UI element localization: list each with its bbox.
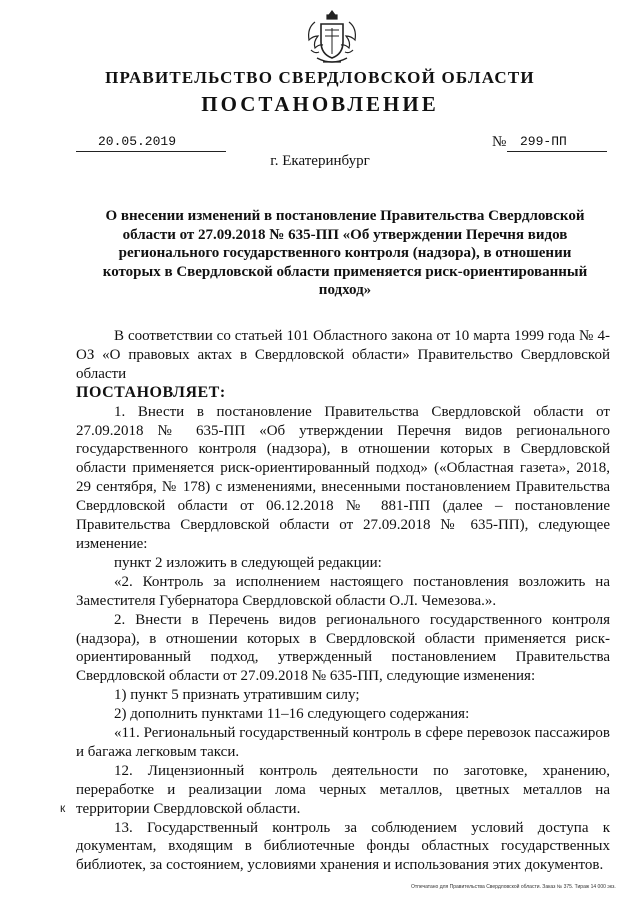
- government-name: ПРАВИТЕЛЬСТВО СВЕРДЛОВСКОЙ ОБЛАСТИ: [105, 68, 535, 87]
- paragraph-5: 1) пункт 5 признать утратившим силу;: [114, 687, 360, 704]
- paragraph-2: пункт 2 изложить в следующей редакции:: [114, 554, 382, 571]
- document-date: 20.05.2019: [76, 134, 226, 152]
- coat-of-arms-icon: [301, 8, 363, 70]
- paragraph-7: «11. Региональный государственный контроль в сфере перевозок пассажиров и багажа легковым такси.: [76, 725, 610, 760]
- paragraph-1: 1. Внести в постановление Правительства Свердловской области от 27.09.2018 № 635-ПП «Об утверждении Перечня видов регионального государственного контроля (надзора), в отношении которых в Свердловской области применяется риск-ориентированный подход» («Областная газета», 2018, 29 сентября, № 178) с изменениями, внесенными постановлением Правительства Свердловской области от 06.12.2018 № 881-ПП (далее – постановление Правительства Свердловской области от 27.09.2018 № 635-ПП), следующее изменение:: [76, 403, 610, 552]
- paragraph-8: 12. Лицензионный контроль деятельности по заготовке, хранению, переработке и реализации лома черных металлов, цветных металлов на территории Свердловской области.: [76, 762, 610, 817]
- city: г. Екатеринбург: [270, 153, 370, 169]
- document-number: 299-ПП: [507, 134, 607, 152]
- decree-heading: ПОСТАНОВЛЯЕТ:: [76, 383, 226, 401]
- paragraph-9: 13. Государственный контроль за соблюдением условий доступа к документам, входящим в библиотечные фонды областных государственных библиотек, за состоянием, условиями хранения и использования этих документов.: [76, 819, 610, 874]
- print-footer: Отпечатано для Правительства Свердловской области. Заказ № 375. Тираж 14 000 экз.: [411, 884, 616, 890]
- document-title: О внесении изменений в постановление Правительства Свердловской области от 27.09.2018 № 635-ПП «Об утверждении Перечня видов регионального государственного контроля (надзора), в отношении которых в Свердловской области применяется риск-ориентированный подход»: [102, 208, 588, 298]
- paragraph-3: «2. Контроль за исполнением настоящего постановления возложить на Заместителя Губернатора Свердловской области О.Л. Чемезова.».: [76, 573, 610, 609]
- document-body: [76, 327, 610, 875]
- intro-paragraph: В соответствии со статьей 101 Областного закона от 10 марта 1999 года № 4-ОЗ «О правовых актах в Свердловской области» Правительство Свердловской области: [76, 328, 610, 382]
- paragraph-6: 2) дополнить пунктами 11–16 следующего содержания:: [114, 706, 470, 723]
- number-label: №: [492, 134, 507, 150]
- paragraph-4: 2. Внести в Перечень видов регионального государственного контроля (надзора), в отношении которых в Свердловской области применяется риск-ориентированный подход, утвержденный постановлением Правительства Свердловской области от 27.09.2018 № 635-ПП, следующие изменения:: [76, 611, 610, 685]
- margin-mark: к: [60, 801, 66, 815]
- document-type: ПОСТАНОВЛЕНИЕ: [201, 92, 439, 116]
